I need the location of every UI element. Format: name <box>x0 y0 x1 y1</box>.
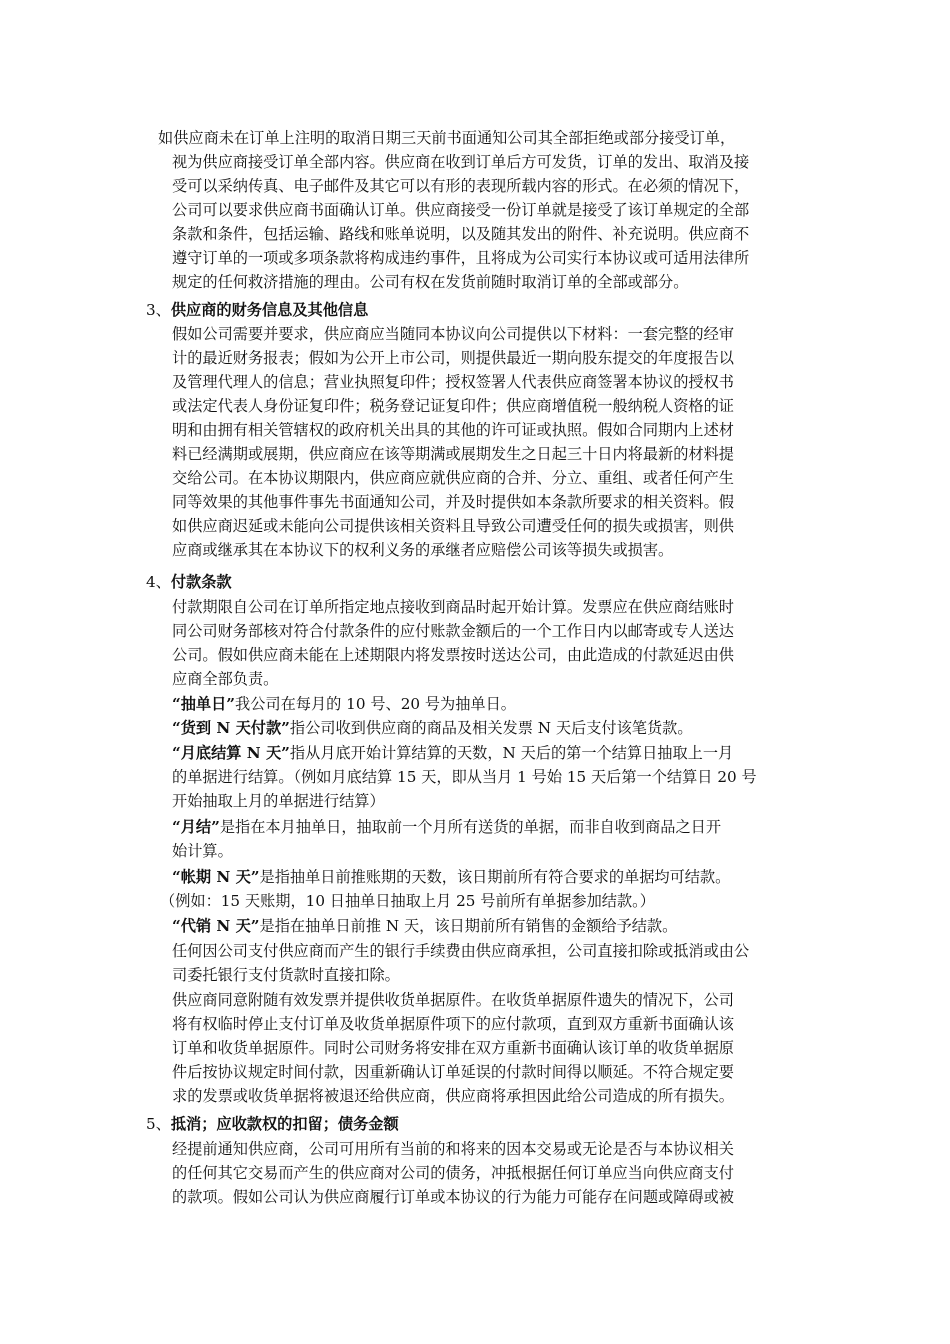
definition-text: 是指抽单日前推账期的天数，该日期前所有符合要求的单据均可结款。 <box>259 868 731 886</box>
definition-term: “月底结算 N 天” <box>172 744 290 762</box>
section-3-line-6: 料已经满期或展期，供应商应在该等期满或展期发生之日起三十日内将最新的材料提 <box>172 445 734 463</box>
intro-line-5: 条款和条件，包括运输、路线和账单说明，以及随其发出的附件、补充说明。供应商不 <box>172 225 750 243</box>
definition-term: “货到 N 天付款” <box>172 719 290 737</box>
definition-text: 指公司收到供应商的商品及相关发票 N 天后支付该笔货款。 <box>289 719 693 737</box>
definition-consignment <box>172 915 677 937</box>
definition-text: 指从月底开始计算结算的天数，N 天后的第一个结算日抽取上一月 <box>289 744 734 762</box>
section-4-p3-line-2: 将有权临时停止支付订单及收货单据原件项下的应付款项，直到双方重新书面确认该 <box>172 1015 734 1033</box>
definition-text: 是指在抽单日前推 N 天，该日期前所有销售的金额给予结款。 <box>259 917 678 935</box>
section-4-p3-line-5: 求的发票或收货单据将被退还给供应商，供应商将承担因此给公司造成的所有损失。 <box>172 1087 734 1105</box>
intro-line-4: 公司可以要求供应商书面确认订单。供应商接受一份订单就是接受了该订单规定的全部 <box>172 201 750 219</box>
section-3-heading <box>146 299 368 321</box>
section-4-p2-line-1: 任何因公司支付供应商而产生的银行手续费由供应商承担，公司直接扣除或抵消或由公 <box>172 942 750 960</box>
section-4-p1-line-3: 公司。假如供应商未能在上述期限内将发票按时送达公司，由此造成的付款延迟由供 <box>172 646 734 664</box>
definition-account-period <box>172 866 730 888</box>
section-5-heading <box>146 1113 399 1135</box>
definition-monthly <box>172 816 721 838</box>
definition-term: “帐期 N 天” <box>172 868 260 886</box>
intro-line-3: 受可以采纳传真、电子邮件及其它可以有形的表现所载内容的形式。在必须的情况下， <box>172 177 750 195</box>
definition-month-end-cont-1: 的单据进行结算。（例如月底结算 15 天，即从当月 1 号始 15 天后第一个结算日 20 号 <box>172 768 757 786</box>
intro-line-7: 规定的任何救济措施的理由。公司有权在发货前随时取消订单的全部或部分。 <box>172 273 689 291</box>
section-4-heading <box>146 571 232 593</box>
section-4-p1-line-2: 同公司财务部核对符合付款条件的应付账款金额后的一个工作日内以邮寄或专人送达 <box>172 622 734 640</box>
section-3-line-7: 交给公司。在本协议期限内，供应商应就供应商的合并、分立、重组、或者任何产生 <box>172 469 734 487</box>
section-3-line-5: 明和由拥有相关管辖权的政府机关出具的其他的许可证或执照。假如合同期内上述材 <box>172 421 734 439</box>
definition-cod <box>172 717 693 739</box>
section-4-p3-line-4: 件后按协议规定时间付款，因重新确认订单延误的付款时间得以顺延。不符合规定要 <box>172 1063 734 1081</box>
intro-line-6: 遵守订单的一项或多项条款将构成违约事件，且将成为公司实行本协议或可适用法律所 <box>172 249 750 267</box>
section-3-line-4: 或法定代表人身份证复印件；税务登记证复印件；供应商增值税一般纳税人资格的证 <box>172 397 734 415</box>
section-3-line-2: 计的最近财务报表；假如为公开上市公司，则提供最近一期向股东提交的年度报告以 <box>172 349 734 367</box>
section-3-number: 3、 <box>146 301 171 319</box>
definition-account-cont: （例如：15 天账期，10 日抽单日抽取上月 25 号前所有单据参加结款。） <box>160 892 655 910</box>
definition-term: “抽单日” <box>172 695 236 713</box>
section-5-number: 5、 <box>146 1115 171 1133</box>
definition-text: 是指在本月抽单日，抽取前一个月所有送货的单据，而非自收到商品之日开 <box>219 818 722 836</box>
section-3-line-8: 同等效果的其他事件事先书面通知公司，并及时提供如本条款所要求的相关资料。假 <box>172 493 734 511</box>
section-4-p1-line-4: 应商全部负责。 <box>172 670 279 688</box>
definition-term: “代销 N 天” <box>172 917 260 935</box>
definition-term: “月结” <box>172 818 220 836</box>
section-5-line-2: 的任何其它交易而产生的供应商对公司的债务，冲抵根据任何订单应当向供应商支付 <box>172 1164 734 1182</box>
intro-line-2: 视为供应商接受订单全部内容。供应商在收到订单后方可发货，订单的发出、取消及接 <box>172 153 750 171</box>
definition-cutoff-day <box>172 693 516 715</box>
section-4-title: 付款条款 <box>170 573 232 591</box>
definition-monthly-cont: 始计算。 <box>172 842 233 860</box>
section-3-line-10: 应商或继承其在本协议下的权利义务的承继者应赔偿公司该等损失或损害。 <box>172 541 674 559</box>
section-3-line-9: 如供应商迟延或未能向公司提供该相关资料且导致公司遭受任何的损失或损害，则供 <box>172 517 734 535</box>
definition-month-end <box>172 742 733 764</box>
section-4-p3-line-1: 供应商同意附随有效发票并提供收货单据原件。在收货单据原件遗失的情况下，公司 <box>172 991 734 1009</box>
section-3-line-1: 假如公司需要并要求，供应商应当随同本协议向公司提供以下材料：一套完整的经审 <box>172 325 734 343</box>
section-3-line-3: 及管理代理人的信息；营业执照复印件；授权签署人代表供应商签署本协议的授权书 <box>172 373 734 391</box>
intro-line-1: 如供应商未在订单上注明的取消日期三天前书面通知公司其全部拒绝或部分接受订单， <box>158 129 736 147</box>
section-5-line-1: 经提前通知供应商，公司可用所有当前的和将来的因本交易或无论是否与本协议相关 <box>172 1140 734 1158</box>
section-4-p2-line-2: 司委托银行支付货款时直接扣除。 <box>172 966 400 984</box>
section-4-number: 4、 <box>146 573 171 591</box>
section-4-p1-line-1: 付款期限自公司在订单所指定地点接收到商品时起开始计算。发票应在供应商结账时 <box>172 598 734 616</box>
definition-month-end-cont-2: 开始抽取上月的单据进行结算） <box>172 792 385 810</box>
section-4-p3-line-3: 订单和收货单据原件。同时公司财务将安排在双方重新书面确认该订单的收货单据原 <box>172 1039 734 1057</box>
section-5-line-3: 的款项。假如公司认为供应商履行订单或本协议的行为能力可能存在问题或障碍或被 <box>172 1188 734 1206</box>
section-3-title: 供应商的财务信息及其他信息 <box>170 301 369 319</box>
section-5-title: 抵消；应收款权的扣留；债务金额 <box>170 1115 399 1133</box>
definition-text: 我公司在每月的 10 号、20 号为抽单日。 <box>235 695 516 713</box>
